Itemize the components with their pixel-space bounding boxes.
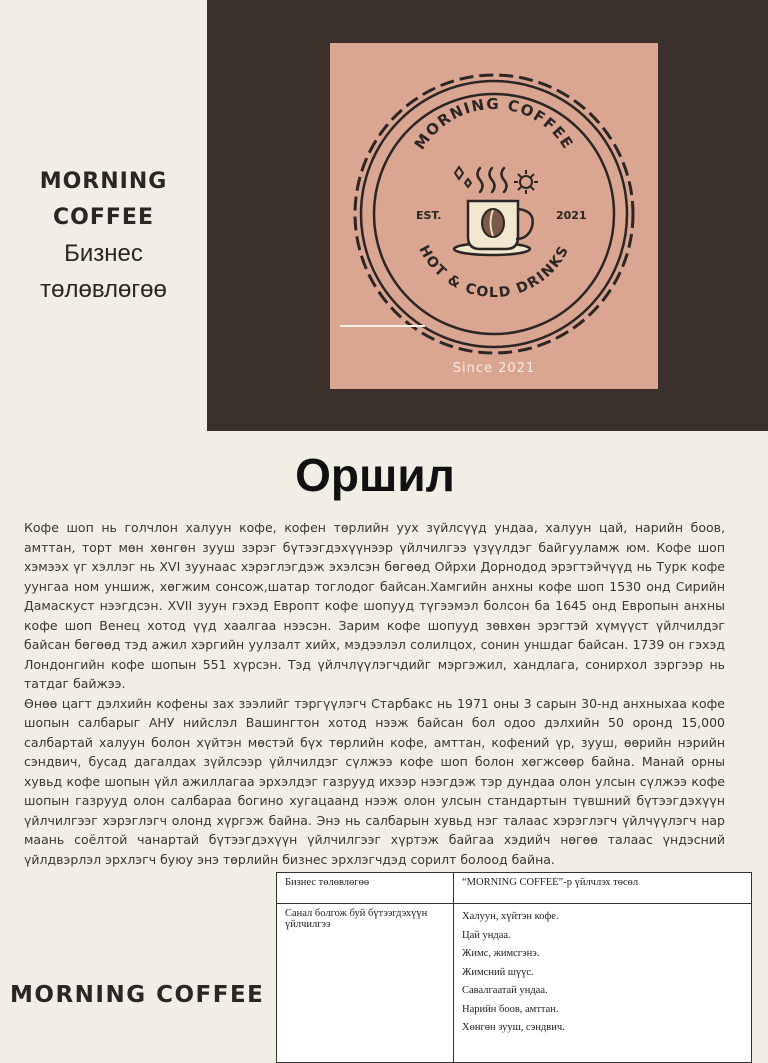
list-item: Халуун, хүйтэн кофе. <box>462 911 559 922</box>
list-item: Нарийн боов, амттан. <box>462 1003 559 1015</box>
table-row <box>277 904 752 1063</box>
brand-name-line2: COFFEE <box>53 205 154 230</box>
subtitle-line1: Бизнес <box>64 240 143 267</box>
sun-icon <box>514 170 538 194</box>
sparkle-icon <box>455 167 471 187</box>
business-plan-table <box>276 872 752 1063</box>
svg-text:MORNING COFFEE <box>411 95 578 153</box>
table-row-label: Санал болгож буй бүтээгдэхүүн үйлчилгээ <box>277 904 454 1063</box>
list-item: Хөнгөн зууш, сэндвич. <box>462 1022 565 1033</box>
intro-paragraph-1: Кофе шоп нь голчлон халуун кофе, кофен төрлийн уух зүйлсүүд ундаа, халуун цай, нарийн боов, амттан, торт мөн хөнгөн зууш зэрэг бүтээгдэхүүнээр үйлчилгээ үзүүлдэг байгууламж юм. Кофе шоп хэмээх үг хэллэг нь XVI зуунаас хэрэглэгдэж эхэлсэн бөгөөд Ойрхи Дорнодод эрэгтэйчүүд нь Турк кофе уунгаа ном уншиж, хөгжим сонсож,шатар тоглодог байсан.Хамгийн анхны кофе шоп 1530 онд Сирийн Дамаскуст нээгдсэн. XVII зуун гэхэд Европт кофе шопууд түгээмэл болсон ба 1645 онд Европын анхны кофе шоп Венец хотод үүд хаалгаа нээсэн. Зарим кофе шопууд зөвхөн эрэгтэй хүмүүст үйлчилдэг байсан бөгөөд тэд ажил хэргийн уулзалт хийх, мэдээлэл солилцох, сонин уншдаг байсан. 1739 он гэхэд Лондонгийн кофе шопын 551 хүрсэн. Тэд үйлчлүүлэгчдийг мэргэжил, хандлага, сонирхол зэргээр нь татдаг байжээ. <box>24 520 725 691</box>
list-item: Цай ундаа. <box>462 929 511 941</box>
hero-left-panel <box>0 0 207 431</box>
list-item: Жимс, жимсгэнэ. <box>462 948 540 959</box>
logo-card <box>330 43 658 389</box>
footer-brand: MORNING COFFEE <box>10 982 265 1008</box>
year-label: 2021 <box>556 209 587 222</box>
list-item: Савалгаатай ундаа. <box>462 985 548 996</box>
est-label: EST. <box>416 209 442 222</box>
table-header-row <box>277 873 752 904</box>
arc-bottom-text: HOT & COLD DRINKS <box>415 242 573 302</box>
table-header-left: Бизнес төлөвлөгөө <box>277 873 454 904</box>
list-item: Жимсний шүүс. <box>462 966 534 978</box>
intro-paragraph-2: Өнөө цагт дэлхийн кофены зах зээлийг тэргүүлэгч Старбакс нь 1971 оны 3 сарын 30-нд анхныхаа кофе шопын салбарыг АНУ нийслэл Вашингтон хотод нээж байсан бол одоо дэлхийн 50 оронд 15,000 салбартай халуун болон хүйтэн мөстэй бүх төрлийн кофе, амттан, кофений үр, зууш, өөрийн нэрийн сэндвич, бусад дагалдах зүйлсээр үйлчилдэг сүлжээ кофе шоп болон хөгжсөөр байна. Манай орны хувьд кофе шопын үйл ажиллагаа эрхэлдэг газрууд ихээр нээгдэж тэр дундаа олон улсын сүлжээ кофе шопын газрууд олон салбараа богино хугацаанд нээж олон улсын стандартын түвшний бүтээгдэхүүн үйлчилгээг хэрэглэгч олонд хүргэж байна. Энэ нь салбарын хувьд нэг талаас хэрэглэгч үйлчүүлэгч нар маань соёлтой чанартай бүтээгдэхүүн үйлчилгээг хүртэж байгаа хэдийч нөгөө талаас үндэсний үйлдвэрлэл эрхлэгч буюу энэ төрлийн бизнес эрхлэгчдэд сорилт болоод байна. <box>24 695 725 867</box>
steam-icon <box>478 168 507 192</box>
subtitle-line2: төлөвлөгөө <box>40 276 167 303</box>
section-title: Оршил <box>295 449 455 501</box>
hero-dark-panel <box>207 0 768 431</box>
hero-title-block <box>0 164 207 308</box>
table-header-right: “MORNING COFFEE”-р үйлчлэх төсөл <box>454 873 752 904</box>
arc-top-text: MORNING COFFEE <box>410 94 578 153</box>
intro-body <box>24 518 725 869</box>
since-label: Since 2021 <box>452 361 536 376</box>
coffee-badge-logo <box>330 43 658 389</box>
brand-name-line1: MORNING <box>39 169 168 194</box>
coffee-cup-icon <box>454 201 533 255</box>
product-list-cell <box>454 904 752 1063</box>
